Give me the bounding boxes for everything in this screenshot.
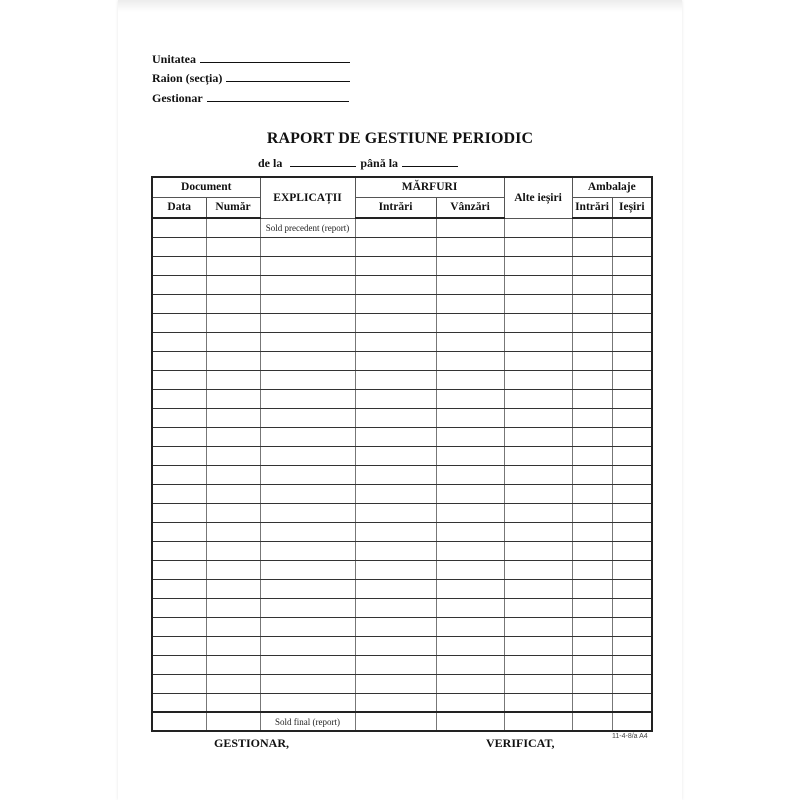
cell-alte-iesiri[interactable] xyxy=(504,636,572,655)
cell-data[interactable] xyxy=(152,579,206,598)
cell-marfuri-vanzari[interactable] xyxy=(436,522,504,541)
cell-ambalaje-iesiri[interactable] xyxy=(612,313,652,332)
cell-ambalaje-intrari[interactable] xyxy=(572,617,612,636)
cell-numar[interactable] xyxy=(206,332,260,351)
cell-ambalaje-intrari[interactable] xyxy=(572,503,612,522)
cell-marfuri-vanzari[interactable] xyxy=(436,370,504,389)
cell-numar[interactable] xyxy=(206,427,260,446)
cell-marfuri-intrari[interactable] xyxy=(355,237,436,256)
table-row xyxy=(152,598,652,617)
cell-marfuri-vanzari[interactable] xyxy=(436,408,504,427)
cell-ambalaje-intrari[interactable] xyxy=(572,332,612,351)
cell-alte-iesiri[interactable] xyxy=(504,503,572,522)
cell-marfuri-intrari[interactable] xyxy=(355,522,436,541)
cell-marfuri-intrari[interactable] xyxy=(355,408,436,427)
header-document: Document xyxy=(152,177,260,197)
cell-ambalaje-intrari[interactable] xyxy=(572,446,612,465)
cell-ambalaje-iesiri[interactable] xyxy=(612,351,652,370)
cell-alte-iesiri[interactable] xyxy=(504,332,572,351)
cell-data[interactable] xyxy=(152,598,206,617)
table-row xyxy=(152,351,652,370)
cell-ambalaje-intrari[interactable] xyxy=(572,389,612,408)
cell-ambalaje-intrari[interactable] xyxy=(572,579,612,598)
cell[interactable] xyxy=(504,218,572,237)
field-raion xyxy=(152,71,350,86)
cell[interactable] xyxy=(572,712,612,731)
cell-numar[interactable] xyxy=(206,522,260,541)
cell-numar[interactable] xyxy=(206,617,260,636)
cell-data[interactable] xyxy=(152,560,206,579)
cell-explicatii[interactable] xyxy=(260,560,355,579)
cell-numar[interactable] xyxy=(206,693,260,712)
cell-numar[interactable] xyxy=(206,351,260,370)
cell-numar[interactable] xyxy=(206,446,260,465)
cell-marfuri-vanzari[interactable] xyxy=(436,560,504,579)
table-row xyxy=(152,408,652,427)
field-raion-blank[interactable] xyxy=(226,71,350,82)
cell-marfuri-vanzari[interactable] xyxy=(436,465,504,484)
cell-explicatii[interactable] xyxy=(260,237,355,256)
cell-data[interactable] xyxy=(152,465,206,484)
cell-numar[interactable] xyxy=(206,674,260,693)
cell-marfuri-intrari[interactable] xyxy=(355,579,436,598)
cell-marfuri-vanzari[interactable] xyxy=(436,674,504,693)
cell-marfuri-intrari[interactable] xyxy=(355,560,436,579)
cell-data[interactable] xyxy=(152,389,206,408)
cell-explicatii[interactable] xyxy=(260,465,355,484)
cell-marfuri-intrari[interactable] xyxy=(355,332,436,351)
report-title: RAPORT DE GESTIUNE PERIODIC xyxy=(266,130,534,147)
cell-data[interactable] xyxy=(152,617,206,636)
table-row xyxy=(152,693,652,712)
cell-ambalaje-iesiri[interactable] xyxy=(612,560,652,579)
cell-explicatii[interactable] xyxy=(260,484,355,503)
cell-explicatii[interactable] xyxy=(260,655,355,674)
cell-ambalaje-iesiri[interactable] xyxy=(612,370,652,389)
cell-marfuri-vanzari[interactable] xyxy=(436,541,504,560)
cell-ambalaje-iesiri[interactable] xyxy=(612,294,652,313)
cell-numar[interactable] xyxy=(206,503,260,522)
field-unitatea xyxy=(152,52,350,67)
cell[interactable] xyxy=(152,218,206,237)
cell-alte-iesiri[interactable] xyxy=(504,693,572,712)
cell-alte-iesiri[interactable] xyxy=(504,237,572,256)
cell-explicatii[interactable] xyxy=(260,256,355,275)
cell-alte-iesiri[interactable] xyxy=(504,541,572,560)
cell-explicatii[interactable] xyxy=(260,579,355,598)
cell-marfuri-intrari[interactable] xyxy=(355,541,436,560)
cell-marfuri-intrari[interactable] xyxy=(355,636,436,655)
cell-ambalaje-iesiri[interactable] xyxy=(612,484,652,503)
table-row xyxy=(152,465,652,484)
cell-data[interactable] xyxy=(152,541,206,560)
cell-alte-iesiri[interactable] xyxy=(504,674,572,693)
cell-marfuri-intrari[interactable] xyxy=(355,275,436,294)
cell-data[interactable] xyxy=(152,313,206,332)
cell-marfuri-vanzari[interactable] xyxy=(436,313,504,332)
cell-explicatii[interactable] xyxy=(260,370,355,389)
header-numar: Număr xyxy=(206,197,260,218)
cell-marfuri-intrari[interactable] xyxy=(355,389,436,408)
cell-marfuri-vanzari[interactable] xyxy=(436,503,504,522)
cell-alte-iesiri[interactable] xyxy=(504,598,572,617)
cell[interactable] xyxy=(355,712,436,731)
cell-data[interactable] xyxy=(152,237,206,256)
header-row-1 xyxy=(152,177,652,197)
table-row xyxy=(152,484,652,503)
cell-marfuri-intrari[interactable] xyxy=(355,427,436,446)
cell-numar[interactable] xyxy=(206,389,260,408)
cell-numar[interactable] xyxy=(206,237,260,256)
cell-data[interactable] xyxy=(152,446,206,465)
cell-marfuri-vanzari[interactable] xyxy=(436,275,504,294)
cell-marfuri-vanzari[interactable] xyxy=(436,693,504,712)
table-row xyxy=(152,237,652,256)
period-from-label: de la xyxy=(258,156,283,170)
cell-explicatii[interactable] xyxy=(260,408,355,427)
cell-explicatii[interactable] xyxy=(260,351,355,370)
cell-data[interactable] xyxy=(152,522,206,541)
cell-data[interactable] xyxy=(152,674,206,693)
cell-ambalaje-iesiri[interactable] xyxy=(612,408,652,427)
cell-alte-iesiri[interactable] xyxy=(504,655,572,674)
cell-marfuri-vanzari[interactable] xyxy=(436,332,504,351)
cell-ambalaje-iesiri[interactable] xyxy=(612,655,652,674)
cell-numar[interactable] xyxy=(206,256,260,275)
table-row xyxy=(152,427,652,446)
cell-ambalaje-iesiri[interactable] xyxy=(612,275,652,294)
cell-marfuri-vanzari[interactable] xyxy=(436,256,504,275)
cell-ambalaje-iesiri[interactable] xyxy=(612,256,652,275)
cell-data[interactable] xyxy=(152,294,206,313)
cell-marfuri-vanzari[interactable] xyxy=(436,389,504,408)
cell-data[interactable] xyxy=(152,351,206,370)
cell-explicatii[interactable] xyxy=(260,313,355,332)
cell-ambalaje-intrari[interactable] xyxy=(572,237,612,256)
cell-alte-iesiri[interactable] xyxy=(504,370,572,389)
cell-numar[interactable] xyxy=(206,598,260,617)
table-row xyxy=(152,636,652,655)
cell-ambalaje-iesiri[interactable] xyxy=(612,237,652,256)
table-row xyxy=(152,332,652,351)
cell-ambalaje-intrari[interactable] xyxy=(572,541,612,560)
field-unitatea-label: Unitatea xyxy=(152,52,196,66)
cell-alte-iesiri[interactable] xyxy=(504,579,572,598)
cell-alte-iesiri[interactable] xyxy=(504,560,572,579)
cell-ambalaje-iesiri[interactable] xyxy=(612,427,652,446)
cell-numar[interactable] xyxy=(206,275,260,294)
cell-explicatii[interactable] xyxy=(260,389,355,408)
header-marfuri: MĂRFURI xyxy=(355,177,504,197)
cell-ambalaje-intrari[interactable] xyxy=(572,256,612,275)
cell-marfuri-vanzari[interactable] xyxy=(436,636,504,655)
cell-marfuri-vanzari[interactable] xyxy=(436,351,504,370)
cell-numar[interactable] xyxy=(206,465,260,484)
cell[interactable] xyxy=(206,218,260,237)
cell-numar[interactable] xyxy=(206,636,260,655)
table-row xyxy=(152,674,652,693)
cell-data[interactable] xyxy=(152,256,206,275)
table-row xyxy=(152,579,652,598)
cell-marfuri-intrari[interactable] xyxy=(355,484,436,503)
cell-marfuri-vanzari[interactable] xyxy=(436,484,504,503)
report-table xyxy=(151,176,653,732)
cell[interactable] xyxy=(152,712,206,731)
table-row xyxy=(152,275,652,294)
cell-alte-iesiri[interactable] xyxy=(504,313,572,332)
table-row xyxy=(152,389,652,408)
field-raion-label: Raion (secția) xyxy=(152,71,223,85)
cell-marfuri-vanzari[interactable] xyxy=(436,655,504,674)
cell-ambalaje-intrari[interactable] xyxy=(572,674,612,693)
cell-marfuri-intrari[interactable] xyxy=(355,256,436,275)
cell-marfuri-vanzari[interactable] xyxy=(436,427,504,446)
header-marfuri-vanzari: Vânzări xyxy=(436,197,504,218)
cell-explicatii[interactable] xyxy=(260,446,355,465)
cell-ambalaje-intrari[interactable] xyxy=(572,484,612,503)
sold-precedent-label: Sold precedent (report) xyxy=(260,218,355,237)
cell-numar[interactable] xyxy=(206,370,260,389)
table-body xyxy=(152,218,652,712)
cell[interactable] xyxy=(355,218,436,237)
cell-alte-iesiri[interactable] xyxy=(504,256,572,275)
header-ambalaje: Ambalaje xyxy=(572,177,652,197)
cell-explicatii[interactable] xyxy=(260,617,355,636)
cell-explicatii[interactable] xyxy=(260,503,355,522)
cell-explicatii[interactable] xyxy=(260,294,355,313)
cell-marfuri-intrari[interactable] xyxy=(355,674,436,693)
page-top-shadow xyxy=(118,0,682,12)
table-row xyxy=(152,313,652,332)
cell-marfuri-intrari[interactable] xyxy=(355,370,436,389)
cell-data[interactable] xyxy=(152,636,206,655)
period-line xyxy=(258,156,462,171)
cell-data[interactable] xyxy=(152,332,206,351)
cell-alte-iesiri[interactable] xyxy=(504,484,572,503)
cell-ambalaje-intrari[interactable] xyxy=(572,560,612,579)
cell[interactable] xyxy=(504,712,572,731)
cell-ambalaje-iesiri[interactable] xyxy=(612,598,652,617)
cell-alte-iesiri[interactable] xyxy=(504,522,572,541)
cell[interactable] xyxy=(206,712,260,731)
cell-ambalaje-iesiri[interactable] xyxy=(612,465,652,484)
signature-verificat: VERIFICAT, xyxy=(486,736,555,750)
cell-ambalaje-iesiri[interactable] xyxy=(612,446,652,465)
cell-data[interactable] xyxy=(152,503,206,522)
cell-data[interactable] xyxy=(152,427,206,446)
cell-marfuri-vanzari[interactable] xyxy=(436,294,504,313)
cell-marfuri-vanzari[interactable] xyxy=(436,598,504,617)
period-to-blank[interactable] xyxy=(402,156,458,167)
period-to-label: până la xyxy=(360,156,399,170)
cell-alte-iesiri[interactable] xyxy=(504,617,572,636)
table-row xyxy=(152,560,652,579)
cell-ambalaje-intrari[interactable] xyxy=(572,370,612,389)
header-row-2 xyxy=(152,197,652,218)
table-row xyxy=(152,541,652,560)
sold-final-label: Sold final (report) xyxy=(260,712,355,731)
cell-alte-iesiri[interactable] xyxy=(504,427,572,446)
cell-ambalaje-iesiri[interactable] xyxy=(612,579,652,598)
cell-ambalaje-intrari[interactable] xyxy=(572,313,612,332)
cell-ambalaje-intrari[interactable] xyxy=(572,465,612,484)
cell-marfuri-vanzari[interactable] xyxy=(436,617,504,636)
cell-marfuri-vanzari[interactable] xyxy=(436,237,504,256)
cell-marfuri-vanzari[interactable] xyxy=(436,579,504,598)
cell-numar[interactable] xyxy=(206,313,260,332)
cell-marfuri-intrari[interactable] xyxy=(355,617,436,636)
cell-ambalaje-intrari[interactable] xyxy=(572,522,612,541)
cell-explicatii[interactable] xyxy=(260,598,355,617)
header-ambalaje-intrari: Intrări xyxy=(572,197,612,218)
header-marfuri-intrari: Intrări xyxy=(355,197,436,218)
cell-marfuri-intrari[interactable] xyxy=(355,313,436,332)
table-row xyxy=(152,446,652,465)
cell-data[interactable] xyxy=(152,275,206,294)
cell-explicatii[interactable] xyxy=(260,541,355,560)
table-row xyxy=(152,256,652,275)
cell[interactable] xyxy=(572,218,612,237)
row-sold-final xyxy=(152,712,652,731)
cell-ambalaje-intrari[interactable] xyxy=(572,351,612,370)
cell-explicatii[interactable] xyxy=(260,693,355,712)
signature-gestionar: GESTIONAR, xyxy=(214,736,290,750)
period-from-blank[interactable] xyxy=(290,156,356,167)
cell-data[interactable] xyxy=(152,408,206,427)
cell-marfuri-intrari[interactable] xyxy=(355,503,436,522)
cell-numar[interactable] xyxy=(206,484,260,503)
cell-alte-iesiri[interactable] xyxy=(504,465,572,484)
table-row xyxy=(152,503,652,522)
cell[interactable] xyxy=(612,712,652,731)
cell-numar[interactable] xyxy=(206,294,260,313)
cell-explicatii[interactable] xyxy=(260,332,355,351)
cell-ambalaje-iesiri[interactable] xyxy=(612,541,652,560)
cell-explicatii[interactable] xyxy=(260,275,355,294)
table-row xyxy=(152,370,652,389)
cell-data[interactable] xyxy=(152,484,206,503)
cell-ambalaje-iesiri[interactable] xyxy=(612,503,652,522)
cell-alte-iesiri[interactable] xyxy=(504,446,572,465)
cell-numar[interactable] xyxy=(206,408,260,427)
cell-ambalaje-iesiri[interactable] xyxy=(612,674,652,693)
field-unitatea-blank[interactable] xyxy=(200,52,350,63)
cell-ambalaje-intrari[interactable] xyxy=(572,636,612,655)
cell-alte-iesiri[interactable] xyxy=(504,294,572,313)
field-gestionar-blank[interactable] xyxy=(207,91,349,102)
cell-marfuri-intrari[interactable] xyxy=(355,598,436,617)
cell-ambalaje-intrari[interactable] xyxy=(572,693,612,712)
header-data: Data xyxy=(152,197,206,218)
cell-marfuri-intrari[interactable] xyxy=(355,351,436,370)
row-sold-precedent xyxy=(152,218,652,237)
cell-ambalaje-intrari[interactable] xyxy=(572,294,612,313)
cell-marfuri-intrari[interactable] xyxy=(355,294,436,313)
field-gestionar xyxy=(152,91,349,106)
cell-alte-iesiri[interactable] xyxy=(504,408,572,427)
cell-numar[interactable] xyxy=(206,560,260,579)
cell-explicatii[interactable] xyxy=(260,522,355,541)
form-code: 11-4-8/a A4 xyxy=(612,733,648,740)
cell-ambalaje-iesiri[interactable] xyxy=(612,617,652,636)
table-row xyxy=(152,522,652,541)
header-alte-iesiri: Alte ieșiri xyxy=(504,177,572,218)
cell-marfuri-intrari[interactable] xyxy=(355,693,436,712)
cell-ambalaje-intrari[interactable] xyxy=(572,598,612,617)
cell-marfuri-intrari[interactable] xyxy=(355,465,436,484)
cell-numar[interactable] xyxy=(206,655,260,674)
table-row xyxy=(152,294,652,313)
header-explicatii: EXPLICAȚII xyxy=(260,177,355,218)
cell-ambalaje-iesiri[interactable] xyxy=(612,332,652,351)
cell-data[interactable] xyxy=(152,693,206,712)
cell-ambalaje-iesiri[interactable] xyxy=(612,389,652,408)
cell-ambalaje-intrari[interactable] xyxy=(572,655,612,674)
cell-ambalaje-iesiri[interactable] xyxy=(612,522,652,541)
cell-explicatii[interactable] xyxy=(260,674,355,693)
cell[interactable] xyxy=(436,218,504,237)
table-row xyxy=(152,617,652,636)
cell[interactable] xyxy=(436,712,504,731)
cell[interactable] xyxy=(612,218,652,237)
cell-numar[interactable] xyxy=(206,579,260,598)
cell-explicatii[interactable] xyxy=(260,427,355,446)
cell-data[interactable] xyxy=(152,655,206,674)
cell-numar[interactable] xyxy=(206,541,260,560)
cell-ambalaje-intrari[interactable] xyxy=(572,408,612,427)
cell-ambalaje-iesiri[interactable] xyxy=(612,693,652,712)
header-ambalaje-iesiri: Ieșiri xyxy=(612,197,652,218)
cell-explicatii[interactable] xyxy=(260,636,355,655)
cell-alte-iesiri[interactable] xyxy=(504,389,572,408)
cell-data[interactable] xyxy=(152,370,206,389)
cell-alte-iesiri[interactable] xyxy=(504,351,572,370)
cell-ambalaje-intrari[interactable] xyxy=(572,275,612,294)
cell-marfuri-intrari[interactable] xyxy=(355,446,436,465)
table-row xyxy=(152,655,652,674)
field-gestionar-label: Gestionar xyxy=(152,91,203,105)
cell-marfuri-vanzari[interactable] xyxy=(436,446,504,465)
cell-alte-iesiri[interactable] xyxy=(504,275,572,294)
cell-marfuri-intrari[interactable] xyxy=(355,655,436,674)
cell-ambalaje-iesiri[interactable] xyxy=(612,636,652,655)
cell-ambalaje-intrari[interactable] xyxy=(572,427,612,446)
